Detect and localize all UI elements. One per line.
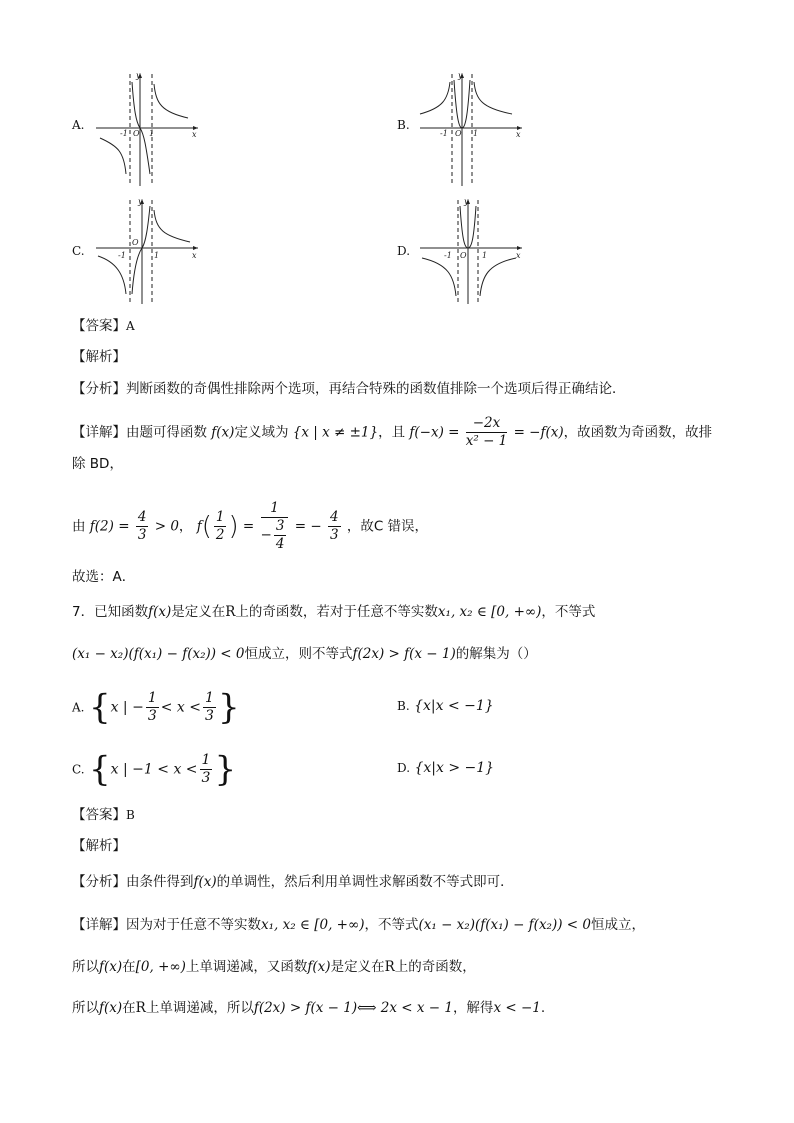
svg-text:1: 1 bbox=[473, 129, 479, 138]
neg-one-label: -1 bbox=[120, 129, 128, 138]
graph-a bbox=[92, 70, 202, 188]
q6-choose: 故选：A． bbox=[72, 569, 136, 585]
option-d-label: D. bbox=[397, 244, 411, 258]
q7-option-c[interactable]: C. {x | −1 < x < $\frac{1}{3}$ } bbox=[72, 749, 237, 790]
origin-label: O bbox=[133, 129, 140, 138]
graph-d bbox=[416, 196, 526, 306]
q6-analysis-tag: 【解析】 bbox=[72, 349, 126, 365]
q7-detail-line2: 所以f(x)在[0, +∞)上单调递减，又函数f(x)是定义在R上的奇函数， bbox=[72, 959, 476, 975]
svg-text:y: y bbox=[464, 197, 469, 206]
svg-text:x: x bbox=[516, 251, 521, 260]
one-label: 1 bbox=[149, 129, 155, 138]
q7-detail-line1: 【详解】因为对于任意不等实数x₁, x₂ ∈ [0, +∞)，不等式(x₁ − x₂)(f(x₁) − f(x₂)) < 0恒成立， bbox=[72, 917, 645, 933]
svg-text:1: 1 bbox=[154, 251, 160, 260]
q7-analysis-tag: 【解析】 bbox=[72, 838, 126, 854]
q7-option-a[interactable]: A. {x | − $\frac{1}{3}$ < x < $\frac{1}{3}$ } bbox=[72, 687, 240, 728]
svg-text:y: y bbox=[138, 197, 143, 206]
x-label: x bbox=[192, 130, 197, 139]
q6-detail-line3: 由 f(2) = $\frac{4}{3}$ > 0， f( $\frac{1}{2}$ ) = 1 − $\frac{3}{4}$ = − $\frac{4}{3}$ ，故C 错误， bbox=[72, 500, 429, 552]
q7-stem-line2: (x₁ − x₂)(f(x₁) − f(x₂)) < 0恒成立，则不等式f(2x) > f(x − 1)的解集为（） bbox=[72, 646, 537, 662]
q7-option-d[interactable]: D. {x|x > −1} bbox=[397, 760, 495, 776]
q6-detail-line1: 【详解】由题可得函数 f(x)定义域为 {x | x ≠ ±1}，且 f(−x) = $\frac{-2x}{\text{x² − 1}}$ = −f(x)，故函数为奇函数，故排 bbox=[72, 415, 713, 449]
graph-c bbox=[92, 196, 202, 306]
q7-option-b[interactable]: B. {x|x < −1} bbox=[397, 698, 494, 714]
q7-fenxi: 【分析】由条件得到f(x)的单调性，然后利用单调性求解函数不等式即可． bbox=[72, 874, 514, 890]
q7-stem-line1: 7．已知函数f(x)是定义在R上的奇函数，若对于任意不等实数x₁, x₂ ∈ [0, +∞)，不等式 bbox=[72, 604, 596, 620]
svg-text:x: x bbox=[516, 130, 521, 139]
svg-text:x: x bbox=[192, 251, 197, 260]
svg-text:O: O bbox=[455, 129, 462, 138]
option-b-label: B. bbox=[397, 118, 410, 132]
q7-answer-line: 【答案】B bbox=[72, 807, 135, 823]
svg-text:-1: -1 bbox=[118, 251, 126, 260]
svg-text:1: 1 bbox=[482, 251, 488, 260]
svg-text:-1: -1 bbox=[440, 129, 448, 138]
q6-detail-line2: 除 BD， bbox=[72, 456, 123, 472]
option-c-label: C. bbox=[72, 244, 85, 258]
svg-text:O: O bbox=[132, 238, 139, 247]
svg-text:O: O bbox=[460, 251, 467, 260]
svg-text:-1: -1 bbox=[444, 251, 452, 260]
svg-text:y: y bbox=[458, 71, 463, 80]
q6-fenxi: 【分析】判断函数的奇偶性排除两个选项，再结合特殊的函数值排除一个选项后得正确结论． bbox=[72, 381, 626, 397]
y-label: y bbox=[136, 71, 141, 80]
graph-b bbox=[416, 70, 526, 188]
q7-detail-line3: 所以f(x)在R上单调递减，所以f(2x) > f(x − 1)⟺ 2x < x − 1，解得x < −1. bbox=[72, 1000, 546, 1016]
q6-answer-line: 【答案】A bbox=[72, 318, 135, 334]
option-a-label: A. bbox=[72, 118, 85, 132]
